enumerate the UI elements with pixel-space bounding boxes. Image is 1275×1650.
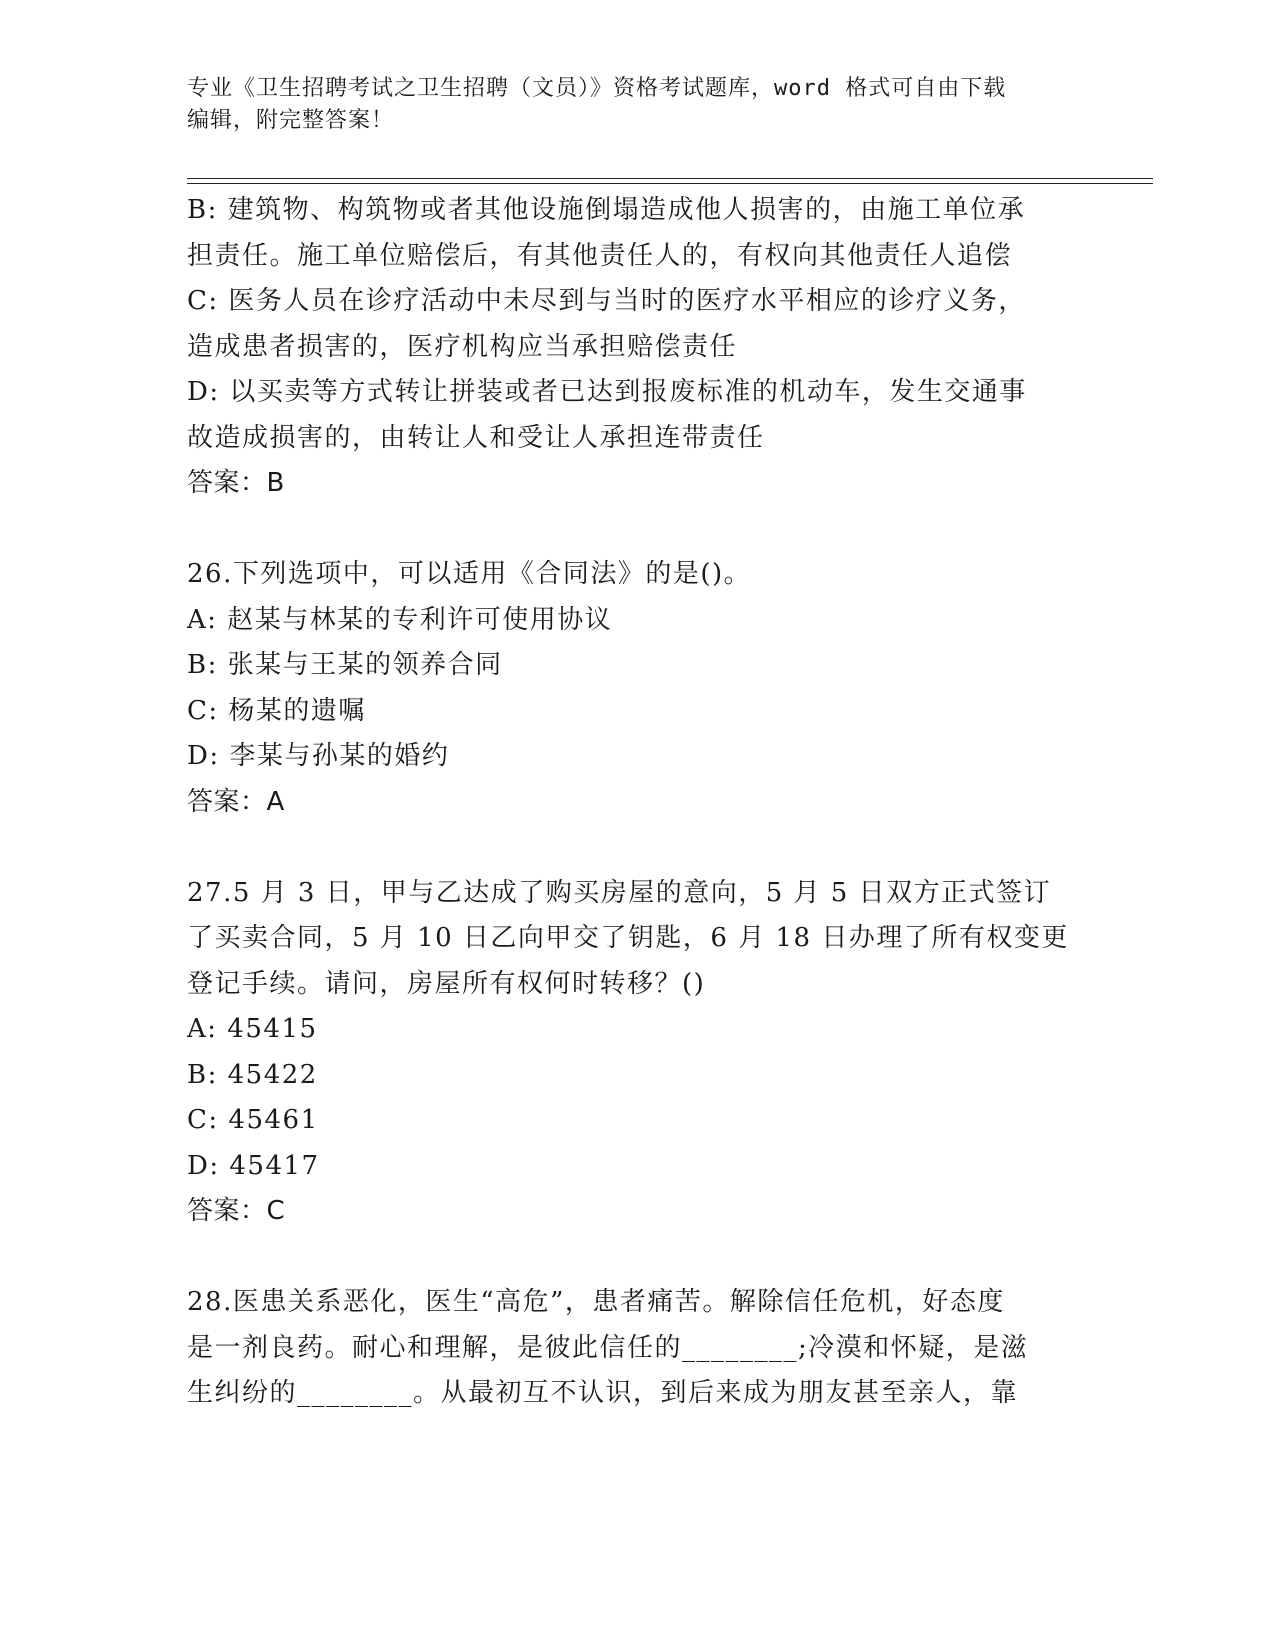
question-stem-line-2: 是一剂良药。耐心和理解，是彼此信任的________;冷漠和怀疑，是滋: [187, 1332, 1029, 1363]
question-27: [187, 871, 1087, 1235]
option-b: B: 张某与王某的领养合同: [187, 650, 503, 680]
option-d-line-2: 故造成损害的，由转让人和受让人承担连带责任: [187, 422, 765, 453]
option-d: D: 李某与孙某的婚约: [187, 741, 450, 771]
answer-27: 答案：C: [187, 1196, 286, 1226]
option-a: A: 45415: [187, 1014, 318, 1044]
document-header: [187, 73, 1087, 137]
question-stem: 26.下列选项中，可以适用《合同法》的是()。: [187, 559, 752, 589]
question-stem-line-1: 27.5 月 3 日，甲与乙达成了购买房屋的意向，5 月 5 日双方正式签订: [187, 877, 1052, 908]
header-line-1: 专业《卫生招聘考试之卫生招聘（文员）》资格考试题库，word 格式可自由下载: [187, 76, 1007, 101]
question-stem-line-3: 登记手续。请问，房屋所有权何时转移？(): [187, 968, 706, 999]
option-c-line-2: 造成患者损害的，医疗机构应当承担赔偿责任: [187, 331, 738, 362]
option-c: C: 杨某的遗嘱: [187, 695, 366, 726]
option-b-line-1: B: 建筑物、构筑物或者其他设施倒塌造成他人损害的，由施工单位承: [187, 195, 1026, 225]
answer-25: 答案：B: [187, 468, 285, 498]
option-d: D: 45417: [187, 1150, 320, 1181]
option-c-line-1: C: 医务人员在诊疗活动中未尽到与当时的医疗水平相应的诊疗义务，: [187, 286, 1026, 316]
spacer: [187, 507, 1087, 553]
header-divider-bottom: [187, 183, 1153, 184]
question-stem-line-1: 28.医患关系恶化，医生“高危”，患者痛苦。解除信任危机，好态度: [187, 1287, 1005, 1317]
question-stem-line-2: 了买卖合同，5 月 10 日乙向甲交了钥匙，6 月 18 日办理了所有权变更: [187, 923, 1069, 953]
question-content: [187, 188, 1087, 1417]
spacer: [187, 825, 1087, 871]
question-stem-line-3: 生纠纷的________。从最初互不认识，到后来成为朋友甚至亲人，靠: [187, 1378, 1019, 1408]
option-c: C: 45461: [187, 1105, 319, 1135]
header-divider-top: [187, 178, 1153, 179]
spacer: [187, 1235, 1087, 1281]
answer-26: 答案：A: [187, 786, 285, 817]
option-b: B: 45422: [187, 1059, 318, 1090]
question-28: [187, 1280, 1087, 1417]
header-line-2: 编辑，附完整答案！: [187, 108, 395, 133]
question-25-tail: [187, 188, 1087, 507]
option-d-line-1: D: 以买卖等方式转让拼装或者已达到报废标准的机动车，发生交通事: [187, 377, 1027, 407]
question-26: [187, 552, 1087, 825]
option-a: A: 赵某与林某的专利许可使用协议: [187, 604, 613, 635]
option-b-line-2: 担责任。施工单位赔偿后，有其他责任人的，有权向其他责任人追偿: [187, 240, 1013, 271]
